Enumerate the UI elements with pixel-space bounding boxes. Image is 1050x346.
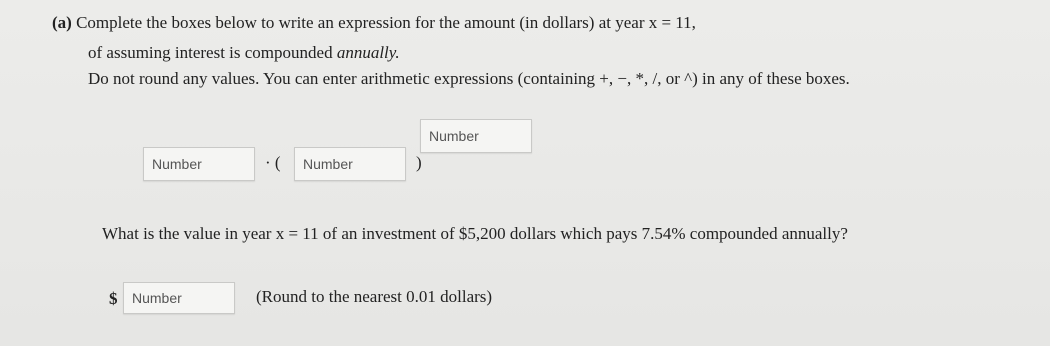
rounding-note: (Round to the nearest 0.01 dollars) [256, 287, 493, 306]
question-line-2 [88, 43, 400, 63]
multiply-open-paren: · ( [265, 153, 281, 172]
close-paren: ) [416, 153, 422, 172]
question-label: (a) [52, 13, 72, 32]
question-line-2-text: of assuming interest is compounded [88, 43, 337, 62]
question-line-3: Do not round any values. You can enter arithmetic expressions (containing +, −, *, /, or ^) in any of these boxes. [88, 69, 850, 88]
dollar-sign: $ [109, 289, 118, 308]
question-line-2-italic: annually. [336, 43, 400, 62]
exponent-input[interactable]: Number [420, 119, 532, 153]
answer-input[interactable]: Number [123, 282, 235, 314]
question-line-1 [52, 13, 696, 33]
principal-input[interactable]: Number [143, 147, 255, 181]
question-line-1-text: Complete the boxes below to write an expression for the amount (in dollars) at year x = 11, [76, 13, 696, 32]
growth-factor-input[interactable]: Number [294, 147, 406, 181]
value-question: What is the value in year x = 11 of an investment of $5,200 dollars which pays 7.54% compounded annually? [102, 224, 848, 243]
